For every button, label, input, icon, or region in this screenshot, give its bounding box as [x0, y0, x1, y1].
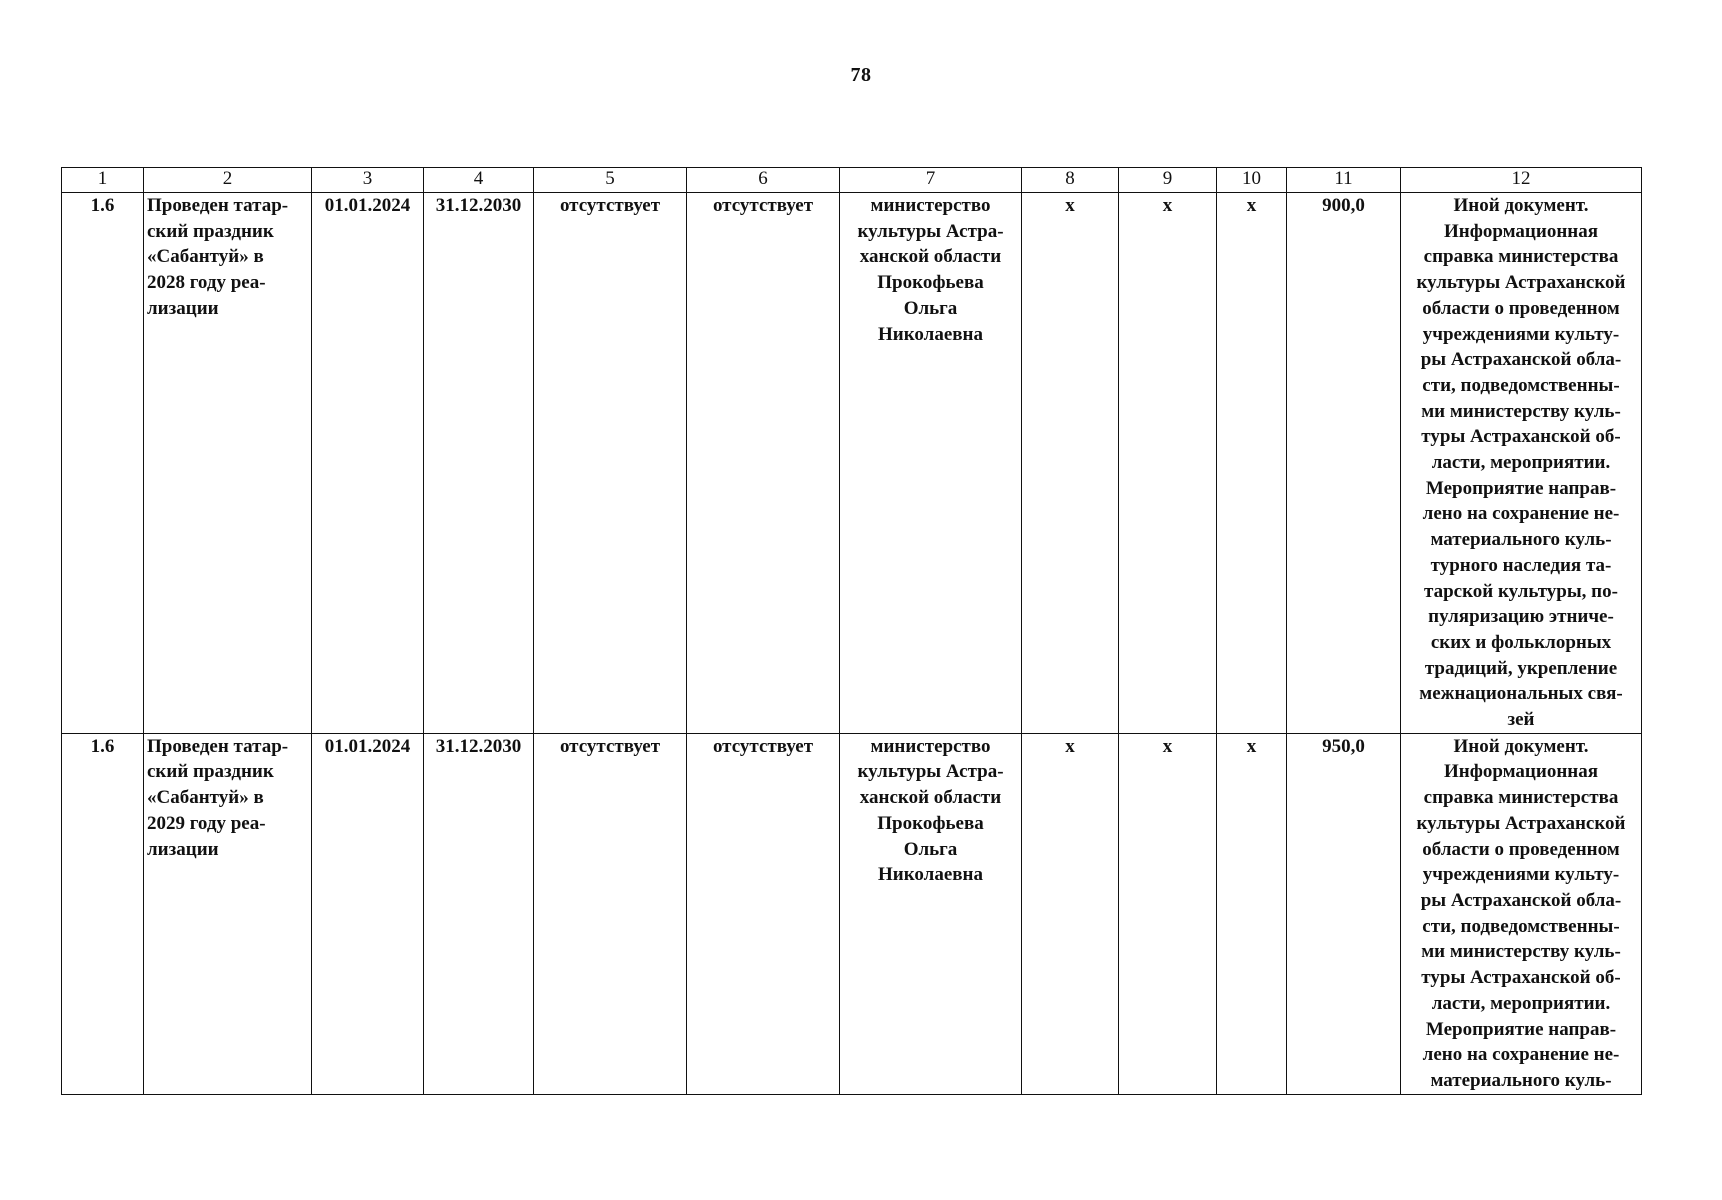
header-cell: 11: [1287, 168, 1401, 193]
header-cell: 10: [1217, 168, 1287, 193]
header-cell: 1: [62, 168, 144, 193]
cell-col5: отсутствует: [534, 733, 687, 1094]
cell-start-date: 01.01.2024: [312, 193, 424, 734]
cell-col8: х: [1022, 193, 1119, 734]
cell-document: Иной документ. Информационная справка министерства культуры Астраханской области о проведенном учреждениями культу- ры Астраханской обла- сти, подведомственны- ми министерству куль- туры Астраханской об- ласти, мероприятии. Мероприятие направ- лено на сохранение не- материального куль- турного наследия та- тарской культуры, по- пуляризацию этниче- ских и фольклорных традиций, укрепление межнациональных свя- зей: [1401, 193, 1642, 734]
cell-number: 1.6: [62, 733, 144, 1094]
cell-end-date: 31.12.2030: [424, 193, 534, 734]
cell-col10: х: [1217, 193, 1287, 734]
cell-amount: 900,0: [1287, 193, 1401, 734]
cell-number: 1.6: [62, 193, 144, 734]
cell-end-date: 31.12.2030: [424, 733, 534, 1094]
header-cell: 8: [1022, 168, 1119, 193]
cell-responsible: министерство культуры Астра- ханской области Прокофьева Ольга Николаевна: [840, 733, 1022, 1094]
cell-col9: х: [1119, 733, 1217, 1094]
cell-document: Иной документ. Информационная справка министерства культуры Астраханской области о проведенном учреждениями культу- ры Астраханской обла- сти, подведомственны- ми министерству куль- туры Астраханской об- ласти, мероприятии. Мероприятие направ- лено на сохранение не- материального куль-: [1401, 733, 1642, 1094]
cell-col8: х: [1022, 733, 1119, 1094]
header-cell: 7: [840, 168, 1022, 193]
header-row: [62, 168, 1642, 193]
cell-event-name: Проведен татар- ский праздник «Сабантуй» в 2029 году реа- лизации: [144, 733, 312, 1094]
cell-responsible: министерство культуры Астра- ханской области Прокофьева Ольга Николаевна: [840, 193, 1022, 734]
cell-event-name: Проведен татар- ский праздник «Сабантуй» в 2028 году реа- лизации: [144, 193, 312, 734]
header-cell: 6: [687, 168, 840, 193]
cell-col9: х: [1119, 193, 1217, 734]
cell-start-date: 01.01.2024: [312, 733, 424, 1094]
cell-amount: 950,0: [1287, 733, 1401, 1094]
table-row: [62, 733, 1642, 1094]
header-cell: 4: [424, 168, 534, 193]
header-cell: 9: [1119, 168, 1217, 193]
header-cell: 3: [312, 168, 424, 193]
cell-col10: х: [1217, 733, 1287, 1094]
cell-col5: отсутствует: [534, 193, 687, 734]
cell-col6: отсутствует: [687, 733, 840, 1094]
cell-col6: отсутствует: [687, 193, 840, 734]
page-number: 78: [850, 64, 872, 86]
measures-table: [61, 167, 1642, 1095]
table-row: [62, 193, 1642, 734]
header-cell: 12: [1401, 168, 1642, 193]
header-cell: 2: [144, 168, 312, 193]
header-cell: 5: [534, 168, 687, 193]
